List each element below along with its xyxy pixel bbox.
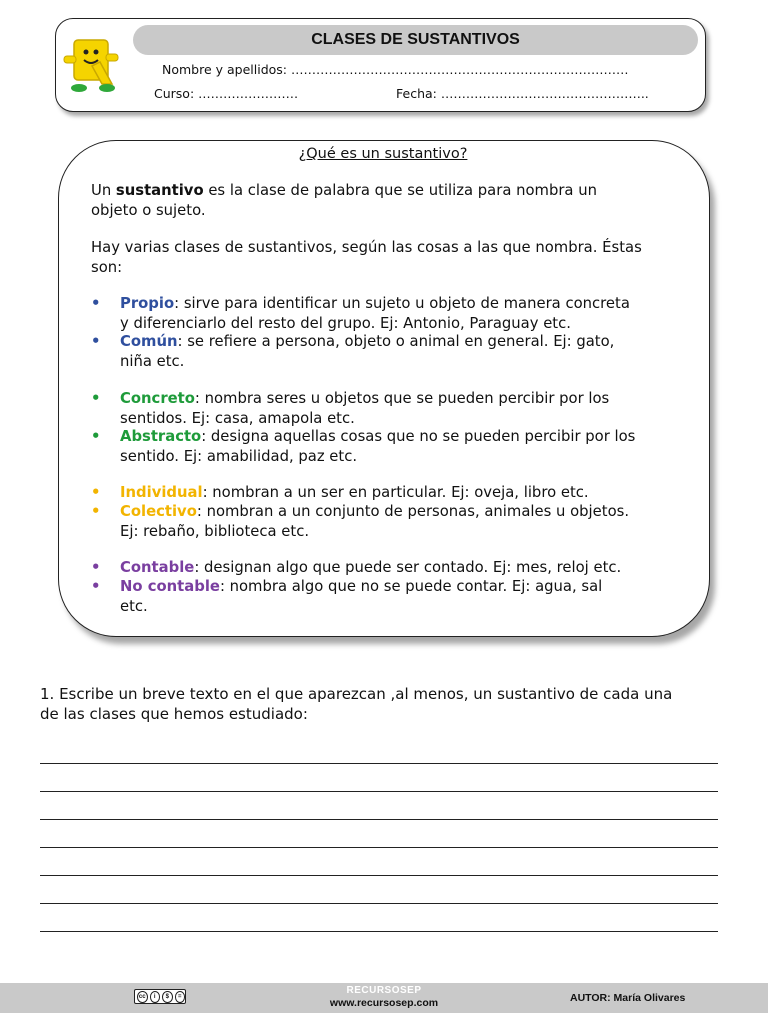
bullet-dot-icon: • <box>91 390 101 407</box>
term-comun: Común <box>120 333 178 350</box>
answer-line[interactable] <box>40 875 718 876</box>
classes-line-2: son: <box>91 258 123 276</box>
recursosep-logo-icon <box>60 36 124 96</box>
classes-paragraph <box>91 238 691 277</box>
bullet-dot-icon: • <box>91 503 101 520</box>
answer-line[interactable] <box>40 819 718 820</box>
author-credit: AUTOR: María Olivares <box>570 992 686 1004</box>
answer-line[interactable] <box>40 903 718 904</box>
term-individual: Individual <box>120 484 203 501</box>
footer-brand <box>314 985 454 1009</box>
term-propio: Propio <box>120 295 175 312</box>
intro-paragraph <box>91 181 691 220</box>
bullet-dot-icon: • <box>91 428 101 445</box>
intro-line-2: objeto o sujeto. <box>91 201 206 219</box>
answer-line[interactable] <box>40 763 718 764</box>
answer-line[interactable] <box>40 847 718 848</box>
term-concreto: Concreto <box>120 390 195 407</box>
term-abstracto: Abstracto <box>120 428 202 445</box>
bullet-dot-icon: • <box>91 295 101 312</box>
brand-url[interactable]: www.recursosep.com <box>329 997 439 1009</box>
term-no-contable: No contable <box>120 578 220 595</box>
info-title: ¿Qué es un sustantivo? <box>298 146 468 162</box>
date-field: Fecha: ………………………………………….. <box>396 86 649 101</box>
name-field: Nombre y apellidos: ……………………………………………………………………… <box>162 62 629 77</box>
bullet-dot-icon: • <box>91 559 101 576</box>
creative-commons-icon: cc i $ = <box>134 989 186 1004</box>
answer-line[interactable] <box>40 931 718 932</box>
exercise-line-1: 1. Escribe un breve texto en el que aparezcan ,al menos, un sustantivo de cada una <box>40 685 673 703</box>
classes-line-1: Hay varias clases de sustantivos, según las cosas a las que nombra. Éstas <box>91 239 642 256</box>
term-colectivo: Colectivo <box>120 503 197 520</box>
term-contable: Contable <box>120 559 195 576</box>
intro-line-1: Un sustantivo es la clase de palabra que se utiliza para nombra un <box>91 182 597 199</box>
course-field: Curso: …………………… <box>154 86 299 101</box>
brand-name: RECURSOSEP <box>346 985 422 996</box>
intro-term: sustantivo <box>115 182 204 199</box>
answer-line[interactable] <box>40 791 718 792</box>
exercise-line-2: de las clases que hemos estudiado: <box>40 704 308 723</box>
bullet-dot-icon: • <box>91 578 101 595</box>
bullet-dot-icon: • <box>91 333 101 350</box>
exercise-prompt <box>40 685 730 724</box>
bullet-dot-icon: • <box>91 484 101 501</box>
page-title: CLASES DE SUSTANTIVOS <box>133 25 698 55</box>
